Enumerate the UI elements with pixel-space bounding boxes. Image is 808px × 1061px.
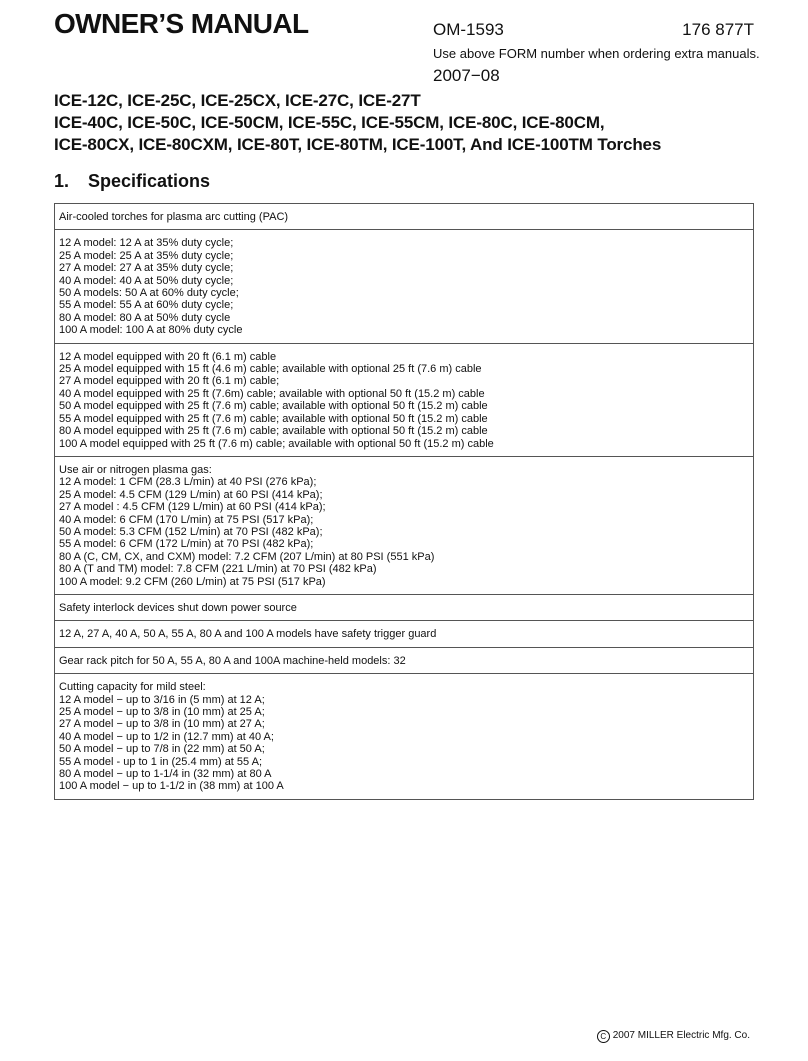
spec-line: 12 A model: 12 A at 35% duty cycle; <box>59 237 234 250</box>
copyright-icon: C <box>597 1030 610 1043</box>
spec-line: 27 A model equipped with 20 ft (6.1 m) cable; <box>59 375 280 388</box>
spec-line: 50 A model: 5.3 CFM (152 L/min) at 70 PSI (482 kPa); <box>59 525 323 538</box>
spec-line: 80 A (C, CM, CX, and CXM) model: 7.2 CFM (207 L/min) at 80 PSI (551 kPa) <box>59 550 435 563</box>
spec-row <box>55 457 753 595</box>
spec-line: 27 A model − up to 3/8 in (10 mm) at 27 A; <box>59 718 265 731</box>
copyright-text: 2007 MILLER Electric Mfg. Co. <box>612 1030 750 1041</box>
spec-line: Gear rack pitch for 50 A, 55 A, 80 A and 100A machine-held models: 32 <box>59 654 406 667</box>
spec-line: 12 A, 27 A, 40 A, 50 A, 55 A, 80 A and 100 A models have safety trigger guard <box>59 628 437 641</box>
spec-line: 27 A model: 27 A at 35% duty cycle; <box>59 262 234 275</box>
spec-line: 80 A (T and TM) model: 7.8 CFM (221 L/min) at 70 PSI (482 kPa) <box>59 563 377 576</box>
spec-line: Use air or nitrogen plasma gas: <box>59 463 212 476</box>
spec-line: 100 A model: 9.2 CFM (260 L/min) at 75 PSI (517 kPa) <box>59 575 326 588</box>
manual-title: OWNER’S MANUAL <box>54 8 309 39</box>
spec-row <box>55 621 753 647</box>
spec-row <box>55 674 753 799</box>
spec-line: Air-cooled torches for plasma arc cutting (PAC) <box>59 211 289 223</box>
spec-line: 55 A model: 55 A at 60% duty cycle; <box>59 299 234 312</box>
specifications-table <box>54 203 754 800</box>
spec-line: Cutting capacity for mild steel: <box>59 681 206 694</box>
copyright <box>597 1030 750 1043</box>
spec-row <box>55 344 753 457</box>
spec-line: 80 A model − up to 1-1/4 in (32 mm) at 80 A <box>59 768 272 781</box>
spec-line: 25 A model: 25 A at 35% duty cycle; <box>59 249 234 262</box>
spec-line: 55 A model - up to 1 in (25.4 mm) at 55 A; <box>59 755 263 768</box>
spec-line: 12 A model equipped with 20 ft (6.1 m) cable <box>59 350 277 363</box>
spec-line: 80 A model: 80 A at 50% duty cycle <box>59 311 231 324</box>
spec-line: 55 A model: 6 CFM (172 L/min) at 70 PSI (482 kPa); <box>59 538 314 551</box>
spec-line: 55 A model equipped with 25 ft (7.6 m) cable; available with optional 50 ft (15.2 m) cable <box>59 412 488 425</box>
section-number: 1. <box>54 171 70 191</box>
spec-line: 12 A model − up to 3/16 in (5 mm) at 12 A; <box>59 693 265 706</box>
section-heading <box>54 171 210 192</box>
spec-line: Safety interlock devices shut down power source <box>59 601 297 614</box>
spec-line: 40 A model equipped with 25 ft (7.6m) cable; available with optional 50 ft (15.2 m) cable <box>59 387 485 400</box>
spec-line: 25 A model: 4.5 CFM (129 L/min) at 60 PSI (414 kPa); <box>59 488 323 501</box>
spec-line: 27 A model : 4.5 CFM (129 L/min) at 60 PSI (414 kPa); <box>59 501 326 514</box>
spec-line: 25 A model − up to 3/8 in (10 mm) at 25 A; <box>59 706 265 718</box>
model-line: ICE-80CX, ICE-80CXM, ICE-80T, ICE-80TM, ICE-100T, And ICE-100TM Torches <box>54 135 662 154</box>
section-title: Specifications <box>88 171 211 191</box>
spec-row <box>55 204 753 230</box>
part-number: 176 877T <box>682 20 754 39</box>
spec-line: 40 A model − up to 1/2 in (12.7 mm) at 40 A; <box>59 730 274 743</box>
model-list <box>54 90 794 156</box>
spec-line: 100 A model − up to 1-1/2 in (38 mm) at 100 A <box>59 780 284 793</box>
revision-date: 2007−08 <box>433 66 500 85</box>
spec-line: 80 A model equipped with 25 ft (7.6 m) cable; available with optional 50 ft (15.2 m) cable <box>59 425 488 438</box>
spec-line: 40 A model: 6 CFM (170 L/min) at 75 PSI (517 kPa); <box>59 513 314 526</box>
spec-line: 25 A model equipped with 15 ft (4.6 m) cable; available with optional 25 ft (7.6 m) cable <box>59 363 482 376</box>
form-number: OM-1593 <box>433 20 504 39</box>
spec-line: 40 A model: 40 A at 50% duty cycle; <box>59 274 234 287</box>
spec-line: 50 A model equipped with 25 ft (7.6 m) cable; available with optional 50 ft (15.2 m) cable <box>59 400 488 413</box>
model-line: ICE-12C, ICE-25C, ICE-25CX, ICE-27C, ICE-27T <box>54 91 421 110</box>
spec-line: 100 A model equipped with 25 ft (7.6 m) cable; available with optional 50 ft (15.2 m) cable <box>59 437 494 450</box>
spec-line: 12 A model: 1 CFM (28.3 L/min) at 40 PSI (276 kPa); <box>59 476 317 489</box>
model-line: ICE-40C, ICE-50C, ICE-50CM, ICE-55C, ICE-55CM, ICE-80C, ICE-80CM, <box>54 113 605 132</box>
spec-row <box>55 230 753 343</box>
spec-row <box>55 595 753 621</box>
spec-row <box>55 648 753 674</box>
spec-line: 50 A models: 50 A at 60% duty cycle; <box>59 287 239 300</box>
spec-line: 50 A model − up to 7/8 in (22 mm) at 50 A; <box>59 743 265 756</box>
spec-line: 100 A model: 100 A at 80% duty cycle <box>59 324 243 337</box>
order-note: Use above FORM number when ordering extra manuals. <box>433 46 760 61</box>
